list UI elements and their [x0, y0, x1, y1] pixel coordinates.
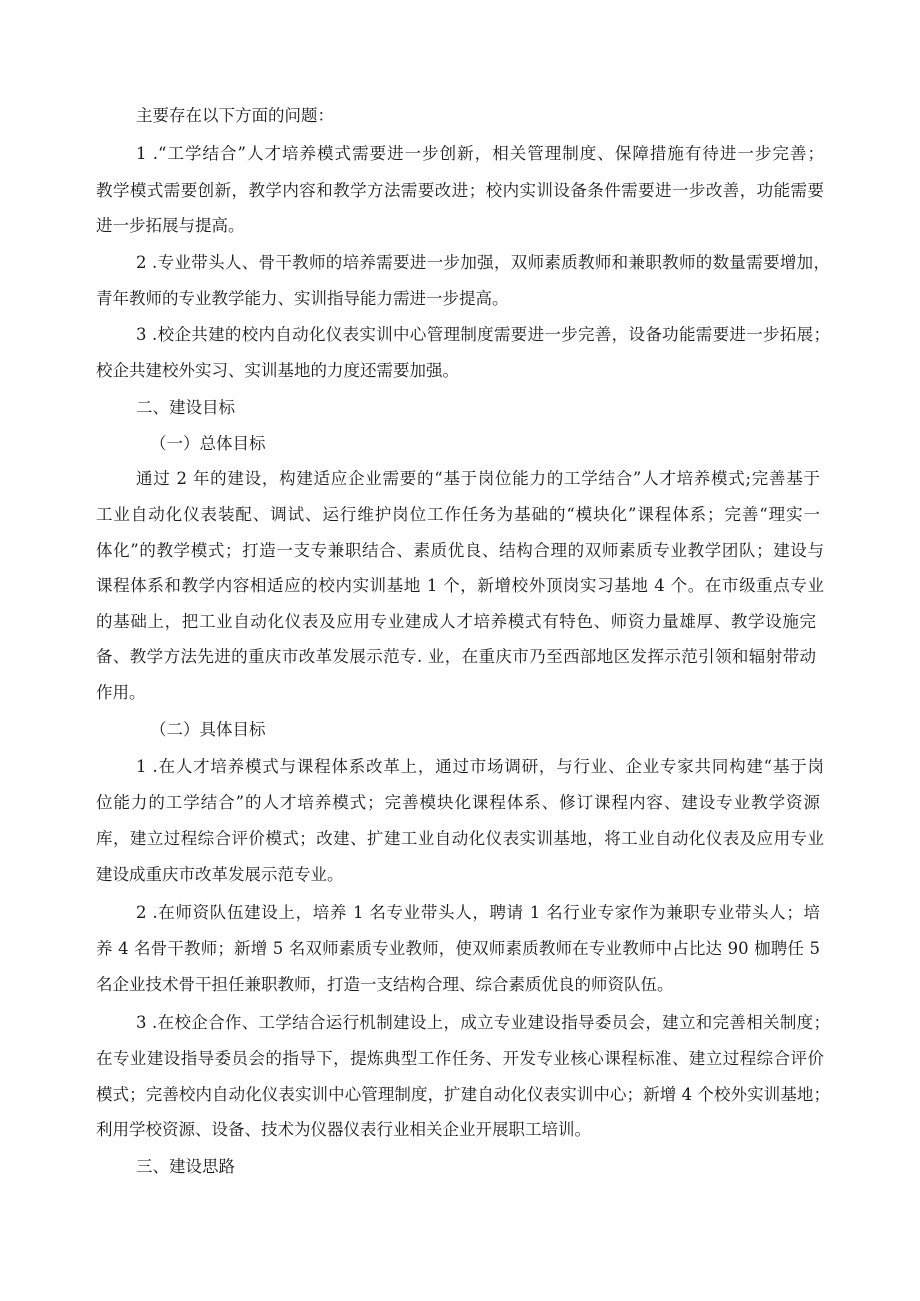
overall-line-5: 的基础上，把工业自动化仪表及应用专业建成人才培养模式有特色、师资力量雄厚、教学设施完 — [96, 612, 816, 631]
overall-line-1: 通过 2 年的建设，构建适应企业需要的“基于岗位能力的工学结合”人才培养模式;完善基于 — [136, 469, 820, 488]
overall-line-6: 备、教学方法先进的重庆市改革发展示范专. 业，在重庆市乃至西部地区发挥示范引领和辐射带动 — [96, 647, 816, 666]
problem-3-line-1: 3 .校企共建的校内自动化仪表实训中心管理制度需要进一步完善，设备功能需要进一步拓展； — [136, 325, 830, 344]
specific-3-line-2: 在专业建设指导委员会的指导下，提炼典型工作任务、开发专业核心课程标准、建立过程综合评价 — [96, 1049, 824, 1068]
specific-2-line-2: 养 4 名骨干教师；新增 5 名双师素质专业教师，使双师素质教师在专业教师中占比达 90 枷聘任 5 — [96, 939, 820, 958]
subsection-1-heading: （一）总体目标 — [150, 434, 266, 453]
overall-line-4: 课程体系和教学内容相适应的校内实训基地 1 个，新增校外顶岗实习基地 4 个。在市级重点专业 — [96, 576, 824, 595]
problem-2-line-1: 2 .专业带头人、骨干教师的培养需要进一步加强，双师素质教师和兼职教师的数量需要增加， — [136, 253, 830, 272]
problem-3-line-2: 校企共建校外实习、实训基地的力度还需要加强。 — [96, 361, 459, 380]
problem-2-line-2: 青年教师的专业教学能力、实训指导能力需进一步提高。 — [96, 289, 509, 308]
section-2-heading: 二、建设目标 — [136, 398, 235, 417]
specific-3-line-4: 利用学校资源、设备、技术为仪器仪表行业相关企业开展职工培训。 — [96, 1120, 591, 1139]
subsection-2-heading: （二）具体目标 — [150, 720, 266, 739]
specific-1-line-1: 1 .在人才培养模式与课程体系改革上，通过市场调研，与行业、企业专家共同构建“基于岗 — [136, 757, 824, 776]
problem-1-line-2: 教学模式需要创新，教学内容和教学方法需要改进；校内实训设备条件需要进一步改善，功能需要 — [96, 181, 824, 200]
problem-1-line-3: 进一步拓展与提高。 — [96, 216, 245, 235]
section-3-heading: 三、建设思路 — [136, 1157, 235, 1176]
specific-3-line-3: 模式；完善校内自动化仪表实训中心管理制度，扩建自动化仪表实训中心；新增 4 个校外实训基地； — [96, 1085, 830, 1104]
specific-2-line-3: 名企业技术骨干担任兼职教师，打造一支结构合理、综合素质优良的师资队伍。 — [96, 975, 674, 994]
specific-2-line-1: 2 .在师资队伍建设上，培养 1 名专业带头人，聘请 1 名行业专家作为兼职专业带头人；培 — [136, 903, 820, 922]
problem-1-line-1: 1 .“工学结合”人才培养模式需要进一步创新，相关管理制度、保障措施有待进一步完善； — [136, 144, 824, 163]
specific-1-line-4: 建设成重庆市改革发展示范专业。 — [96, 865, 344, 884]
specific-1-line-3: 库，建立过程综合评价模式；改建、扩建工业自动化仪表实训基地，将工业自动化仪表及应用专业 — [96, 829, 824, 848]
intro-text: 主要存在以下方面的问题： — [136, 106, 334, 125]
overall-line-7: 作用。 — [96, 683, 146, 702]
specific-3-line-1: 3 .在校企合作、工学结合运行机制建设上，成立专业建设指导委员会，建立和完善相关制度； — [136, 1013, 830, 1032]
overall-line-2: 工业自动化仪表装配、调试、运行维护岗位工作任务为基础的“模块化”课程体系；完善“理实一 — [96, 505, 820, 524]
overall-line-3: 体化”的教学模式；打造一支专兼职结合、素质优良、结构合理的双师素质专业教学团队；建设与 — [96, 541, 824, 560]
specific-1-line-2: 位能力的工学结合”的人才培养模式；完善模块化课程体系、修订课程内容、建设专业教学资源 — [96, 793, 820, 812]
